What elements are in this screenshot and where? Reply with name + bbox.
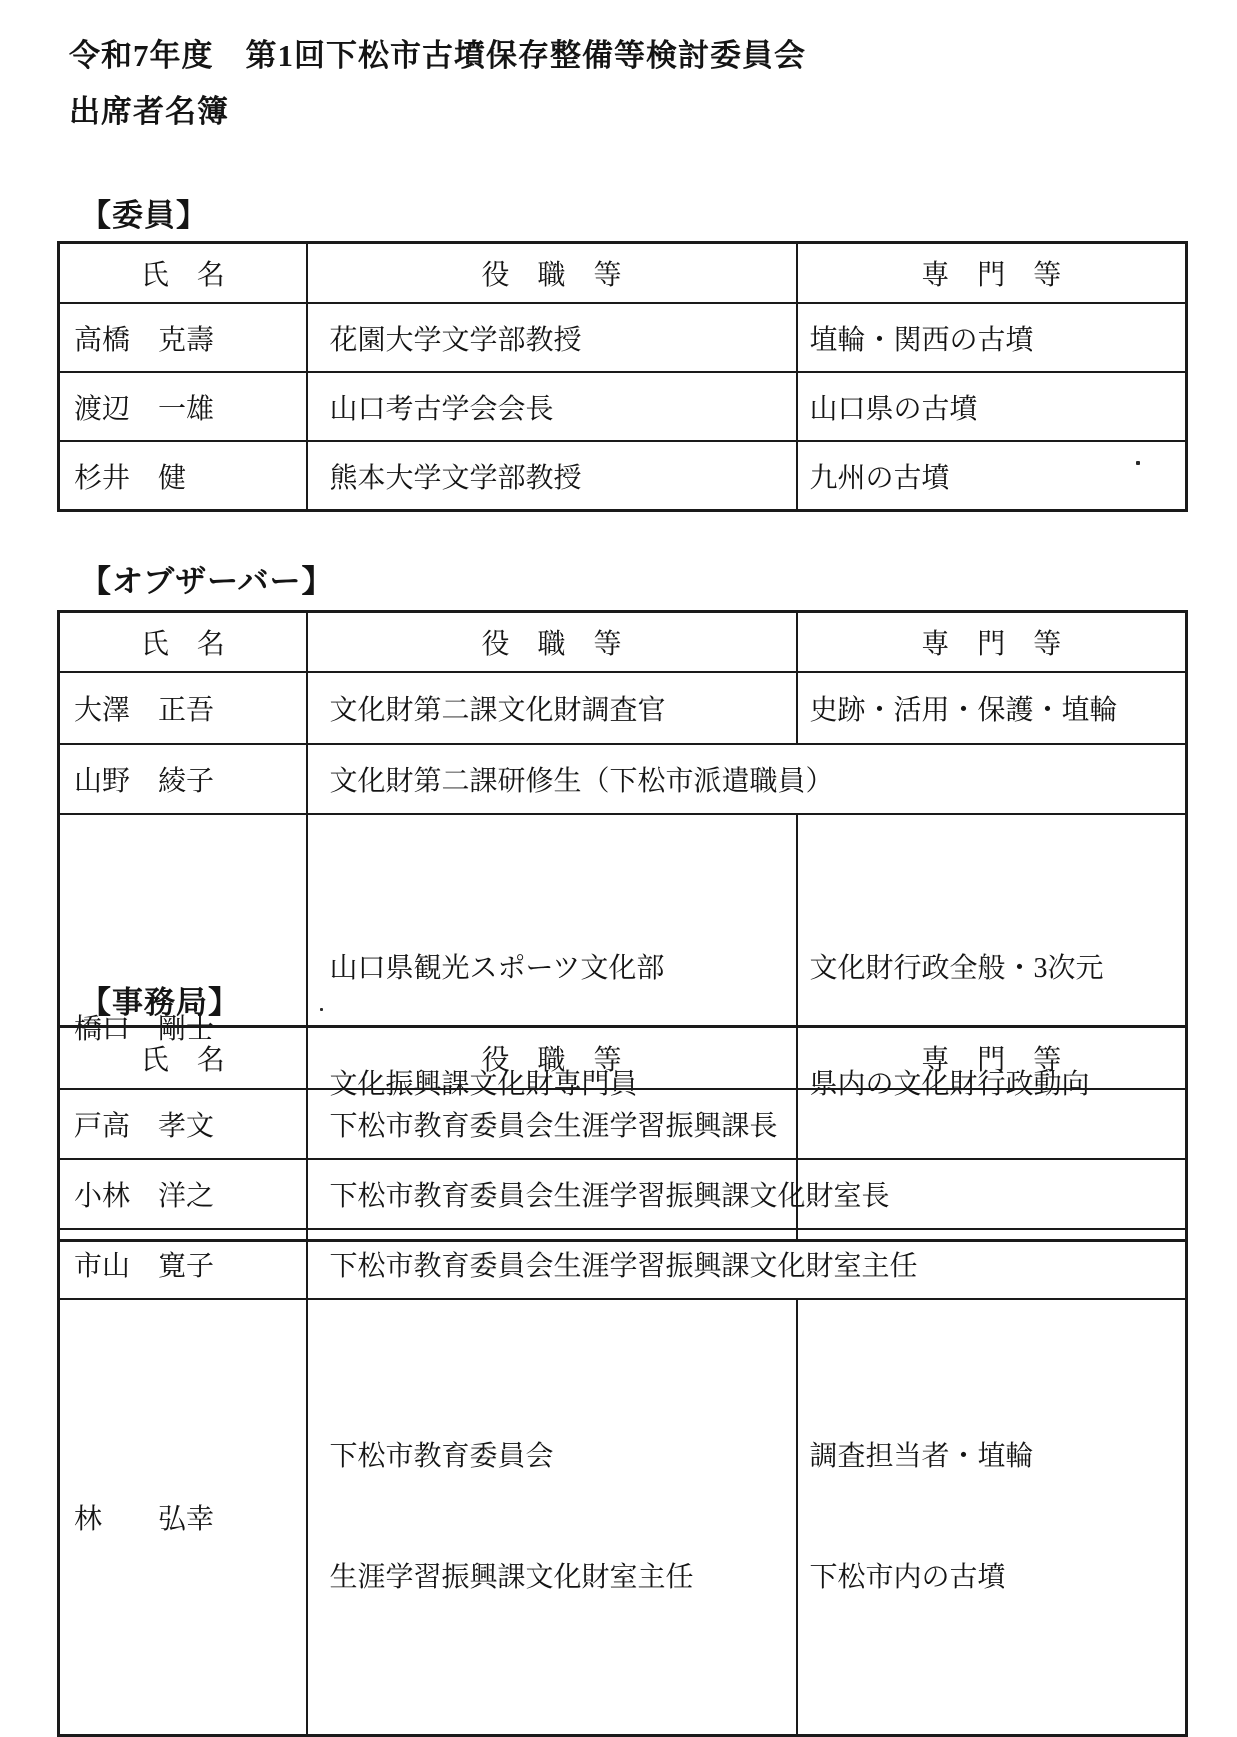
name-cell: 小林 洋之	[59, 1159, 307, 1229]
table-header-row	[59, 1027, 1187, 1090]
column-header-specialty: 専 門 等	[797, 243, 1187, 304]
specialty-cell: 九州の古墳	[797, 441, 1187, 511]
column-header-role: 役 職 等	[307, 1027, 797, 1090]
specialty-line-1: 文化財行政全般・3次元	[809, 953, 1104, 984]
name-cell: 高橋 克壽	[59, 303, 307, 372]
role-line-1: 下松市教育委員会	[329, 1441, 554, 1472]
column-header-name: 氏 名	[59, 243, 307, 304]
table-row	[59, 1229, 1187, 1299]
role-cell: 熊本大学文学部教授	[307, 441, 797, 511]
table-header-row	[59, 612, 1187, 673]
table-row	[59, 672, 1187, 744]
role-line-2: 生涯学習振興課文化財室主任	[329, 1562, 694, 1593]
role-cell: 文化財第二課文化財調査官	[307, 672, 797, 744]
table-row	[59, 303, 1187, 372]
secretariat-table	[57, 1025, 1188, 1737]
column-header-specialty: 専 門 等	[797, 612, 1187, 673]
specialty-cell: 埴輪・関西の古墳	[797, 303, 1187, 372]
document-title	[69, 28, 806, 140]
document-title-line-1: 令和7年度 第1回下松市古墳保存整備等検討委員会	[69, 38, 806, 73]
table-row	[59, 1299, 1187, 1736]
document-title-line-2: 出席者名簿	[69, 94, 229, 129]
role-cell	[307, 1299, 797, 1736]
role-cell: 文化財第二課研修生（下松市派遣職員）	[307, 744, 1187, 814]
specialty-cell: 史跡・活用・保護・埴輪	[797, 672, 1187, 744]
name-cell: 市山 寛子	[59, 1229, 307, 1299]
scan-artifact-dot	[320, 1008, 323, 1011]
column-header-specialty: 専 門 等	[797, 1027, 1187, 1090]
section-label-secretariat: 【事務局】	[80, 985, 240, 1020]
specialty-line-2: 県内の文化財行政動向	[809, 1069, 1090, 1100]
role-cell: 下松市教育委員会生涯学習振興課文化財室長	[307, 1159, 1187, 1229]
name-cell: 橋口 剛士	[59, 814, 307, 1241]
scan-artifact-dot	[1136, 461, 1140, 465]
role-cell: 下松市教育委員会生涯学習振興課長	[307, 1089, 1187, 1159]
section-label-observers: 【オブザーバー】	[80, 564, 334, 599]
table-row	[59, 1089, 1187, 1159]
specialty-cell	[797, 1299, 1187, 1736]
role-cell: 下松市教育委員会生涯学習振興課文化財室主任	[307, 1229, 1187, 1299]
role-cell: 花園大学文学部教授	[307, 303, 797, 372]
name-cell: 山野 綾子	[59, 744, 307, 814]
table-row	[59, 441, 1187, 511]
members-table	[57, 241, 1188, 512]
table-row	[59, 744, 1187, 814]
name-cell: 杉井 健	[59, 441, 307, 511]
name-cell: 渡辺 一雄	[59, 372, 307, 441]
column-header-role: 役 職 等	[307, 612, 797, 673]
section-label-members: 【委員】	[80, 198, 208, 233]
column-header-name: 氏 名	[59, 1027, 307, 1090]
specialty-cell: 山口県の古墳	[797, 372, 1187, 441]
name-cell: 大澤 正吾	[59, 672, 307, 744]
column-header-role: 役 職 等	[307, 243, 797, 304]
table-row	[59, 372, 1187, 441]
name-cell: 林 弘幸	[59, 1299, 307, 1736]
role-line-1: 山口県観光スポーツ文化部	[329, 953, 665, 984]
role-line-2: 文化振興課文化財専門員	[329, 1069, 638, 1100]
table-header-row	[59, 243, 1187, 304]
name-cell: 戸高 孝文	[59, 1089, 307, 1159]
role-cell: 山口考古学会会長	[307, 372, 797, 441]
table-row	[59, 1159, 1187, 1229]
column-header-name: 氏 名	[59, 612, 307, 673]
specialty-line-1: 調査担当者・埴輪	[809, 1441, 1034, 1472]
specialty-line-2: 下松市内の古墳	[809, 1562, 1006, 1593]
